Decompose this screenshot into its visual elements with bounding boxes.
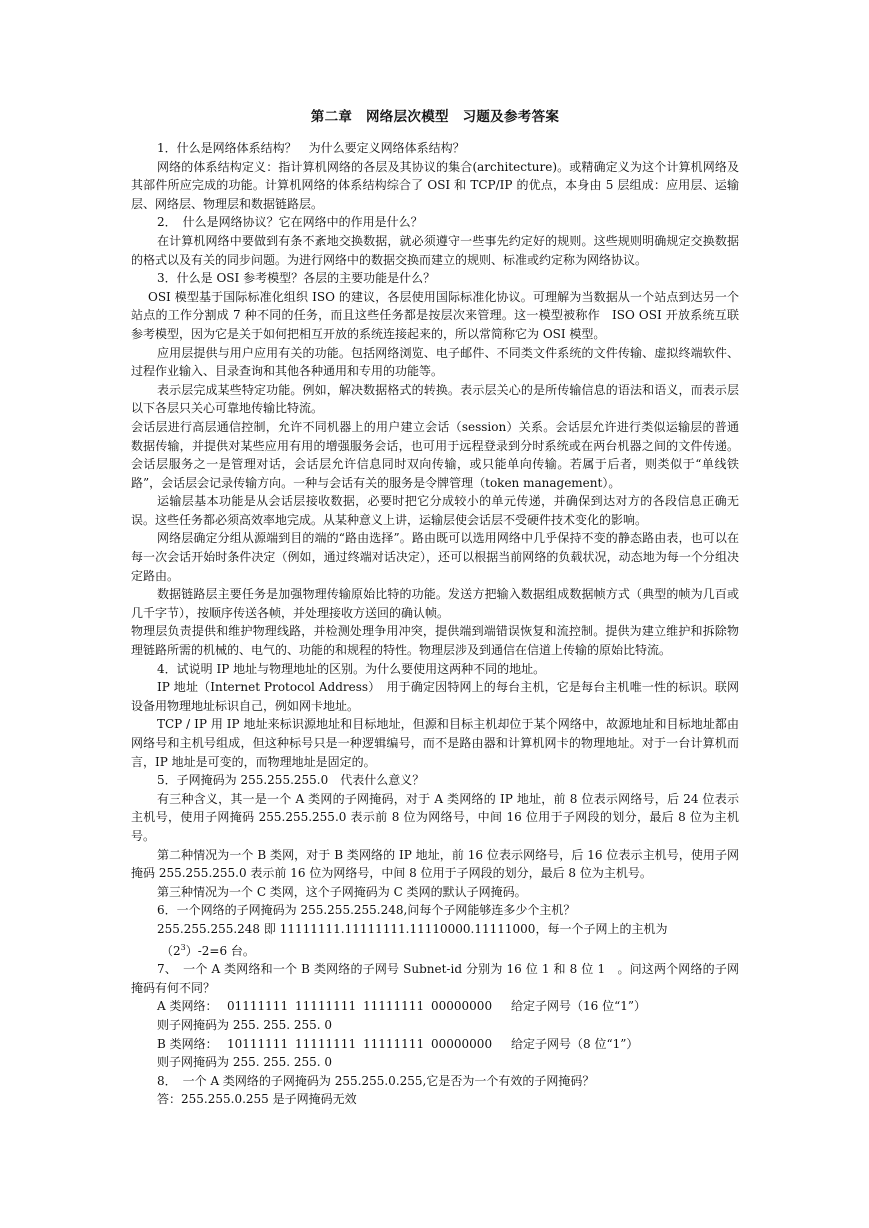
answer-6-hosts: $(2^3)-2=6$ 台。 <box>161 942 255 958</box>
page-title: 第二章 网络层次模型 习题及参考答案 <box>310 109 560 125</box>
answer-5-c: 第三种情况为一个 C 类网，这个子网掩码为 C 类网的默认子网掩码。 <box>157 884 527 899</box>
question-1: 1．什么是网络体系结构？ 为什么要定义网络体系结构？ <box>157 141 465 155</box>
answer-3-network: 网络层确定分组从源端到目的端的“路由选择”。路由既可以选用网络中几乎保持不变的静态路由表，也可以在每一次会话开始时条件决定（例如，通过终端对话决定），还可以根据当前网络的负载状况，动态地为每一个分组决定路由。 <box>131 531 739 583</box>
answer-3-physical: 物理层负责提供和维护物理线路，并检测处理争用冲突，提供端到端错误恢复和流控制。提供为建立维护和拆除物理链路所需的机械的、电气的、功能的和规程的特性。物理层涉及到通信在信道上传输的原始比特流。 <box>131 624 739 658</box>
answer-2: 在计算机网络中要做到有条不紊地交换数据，就必须遵守一些事先约定好的规则。这些规则明确规定交换数据的格式以及有关的同步问题。为进行网络中的数据交换而建立的规则、标准或约定称为网络协议。 <box>131 233 739 267</box>
answer-3-transport: 运输层基本功能是从会话层接收数据，必要时把它分成较小的单元传递，并确保到达对方的各段信息正确无误。这些任务都必须高效率地完成。从某种意义上讲，运输层使会话层不受硬件技术变化的影响。 <box>131 494 739 527</box>
answer-3-datalink: 数据链路层主要任务是加强物理传输原始比特的功能。发送方把输入数据组成数据帧方式（典型的帧为几百或几千字节），按顺序传送各帧，并处理接收方送回的确认帧。 <box>131 587 739 620</box>
answer-4-tcpip: TCP / IP 用 IP 地址来标识源地址和目标地址，但源和目标主机却位于某个网络中，故源地址和目标地址都由网络号和主机号组成，但这种标号只是一种逻辑编号，而不是路由器和计算机网卡的物理地址。对于一台计算机而言，IP 地址是可变的，而物理地址是固定的。 <box>131 717 739 769</box>
answer-5-b: 第二种情况为一个 B 类网，对于 B 类网络的 IP 地址，前 16 位表示网络号，后 16 位表示主机号，使用子网掩码 255.255.255.0 表示前 16 位为网络号，中间 8 位用于子网段的划分，最后 8 位为主机号。 <box>131 847 739 881</box>
question-3: 3．什么是 OSI 参考模型？各层的主要功能是什么？ <box>157 271 436 286</box>
answer-3-session: 会话层进行高层通信控制，允许不同机器上的用户建立会话（session）关系。会话层允许进行类似运输层的普通数据传输，并提供对某些应用有用的增强服务会话，也可用于远程登录到分时系统或在两台机器之间的文件传递。会话层服务之一是管理对话，会话层允许信息同时双向传输，或只能单向传输。若属于后者，则类似于“单线铁路”，会话层会记录传输方向。一种与会话有关的服务是令牌管理（token management）。 <box>131 419 739 490</box>
class-a-row: A 类网络： 01111111 11111111 11111111 00000000 给定子网号（16 位“1”） <box>157 999 646 1014</box>
question-6: 6．一个网络的子网掩码为 255.255.255.248,问每个子网能够连多少个主机？ <box>157 903 576 918</box>
document-page <box>131 105 739 1109</box>
answer-1: 网络的体系结构定义：指计算机网络的各层及其协议的集合(architecture)。或精确定义为这个计算机网络及其部件所应完成的功能。计算机网络的体系结构综合了 OSI 和 TCP/IP 的优点，本身由 5 层组成：应用层、运输层、网络层、物理层和数据链路层。 <box>131 159 739 211</box>
question-2: 2． 什么是网络协议？它在网络中的作用是什么？ <box>157 215 423 230</box>
question-8: 8． 一个 A 类网络的子网掩码为 255.255.0.255,它是否为一个有效的子网掩码？ <box>157 1073 595 1088</box>
answer-3-application: 应用层提供与用户应用有关的功能。包括网络浏览、电子邮件、不同类文件系统的文件传输、虚拟终端软件、过程作业输入、目录查询和其他各种通用和专用的功能等。 <box>131 345 739 379</box>
question-7: 7、 一个 A 类网络和一个 B 类网络的子网号 Subnet-id 分别为 16 位 1 和 8 位 1 。问这两个网络的子网掩码有何不同？ <box>131 962 739 995</box>
answer-4-ip: IP 地址（Internet Protocol Address） 用于确定因特网上的每台主机，它是每台主机唯一性的标识。联网设备用物理地址标识自己，例如网卡地址。 <box>131 680 739 713</box>
class-b-mask: 则子网掩码为 255. 255. 255. 0 <box>157 1055 333 1070</box>
answer-6: 255.255.255.248 即 11111111.11111111.11110000.11111000，每一个子网上的主机为 <box>157 921 668 936</box>
question-5: 5．子网掩码为 255.255.255.0 代表什么意义？ <box>157 773 425 788</box>
answer-8: 答：255.255.0.255 是子网掩码无效 <box>157 1092 357 1107</box>
class-a-mask: 则子网掩码为 255. 255. 255. 0 <box>157 1017 333 1032</box>
answer-3-osi: OSI 模型基于国际标准化组织 ISO 的建议，各层使用国际标准化协议。可理解为当数据从一个站点到达另一个站点的工作分割成 7 种不同的任务，而且这些任务都是按层次来管理。这一模型被称作 ISO OSI 开放系统互联参考模型，因为它是关于如何把相互开放的系统连接起来的，所以常简称它为 OSI 模型。 <box>131 289 739 341</box>
answer-5-a: 有三种含义，其一是一个 A 类网的子网掩码，对于 A 类网络的 IP 地址，前 8 位表示网络号，后 24 位表示主机号，使用子网掩码 255.255.255.0 表示前 8 位为网络号，中间 16 位用于子网段的划分，最后 8 位为主机号。 <box>131 791 739 843</box>
class-b-row: B 类网络： 10111111 11111111 11111111 00000000 给定子网号（8 位“1”） <box>157 1036 639 1051</box>
answer-3-presentation: 表示层完成某些特定功能。例如，解决数据格式的转换。表示层关心的是所传输信息的语法和语义，而表示层以下各层只关心可靠地传输比特流。 <box>131 382 739 416</box>
question-4: 4．试说明 IP 地址与物理地址的区别。为什么要使用这两种不同的地址。 <box>157 661 546 676</box>
